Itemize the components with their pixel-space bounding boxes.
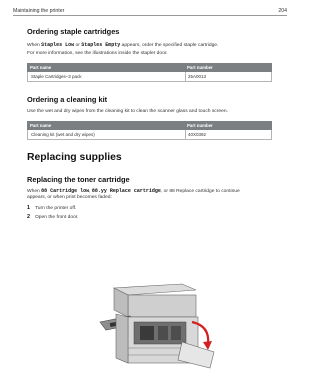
toner-paragraph-line-1: When 88 Cartridge low, 88.yy Replace cartridge, or 88 Replace cartridge to continue (27, 188, 240, 194)
table-cell: Staple Cartridges–3 pack (31, 74, 82, 80)
table-header (27, 121, 272, 130)
table-cell: Cleaning kit (wet and dry wipes) (31, 132, 95, 138)
table-row (27, 72, 272, 82)
section-heading-cleaning-kit: Ordering a cleaning kit (27, 95, 108, 104)
table-row (27, 130, 272, 140)
step-1: 1 Turn the printer off. (27, 205, 77, 211)
column-header-part-number: Part number (187, 123, 213, 129)
column-header-part-number: Part number (187, 65, 213, 71)
staple-paragraph-1: When Staples Low or Staples Empty appears, order the specified staple cartridge. (27, 42, 219, 48)
toner-paragraph-line-2: appears, or when print becomes faded: (27, 195, 112, 200)
table-header (27, 63, 272, 72)
running-header-title: Maintaining the printer (13, 8, 65, 14)
table-cell: 25A0013 (188, 74, 207, 80)
page-number: 204 (278, 8, 287, 14)
cleaning-parts-table (27, 121, 272, 140)
section-heading-staple: Ordering staple cartridges (27, 27, 120, 36)
step-2: 2 Open the front door. (27, 214, 79, 220)
cleaning-paragraph: Use the wet and dry wipes from the cleaning kit to clean the scanner glass and touch screen. (27, 109, 228, 114)
column-header-part-name: Part name (30, 123, 52, 129)
header-rule (13, 15, 287, 16)
section-heading-toner: Replacing the toner cartridge (27, 175, 130, 184)
chapter-heading-replacing-supplies: Replacing supplies (27, 152, 122, 163)
printer-front-door-illustration (96, 282, 222, 370)
staple-paragraph-2: For more information, see the illustrations inside the stapler door. (27, 51, 168, 56)
table-cell: 40X0392 (188, 132, 207, 138)
column-header-part-name: Part name (30, 65, 52, 71)
staple-parts-table (27, 63, 272, 82)
